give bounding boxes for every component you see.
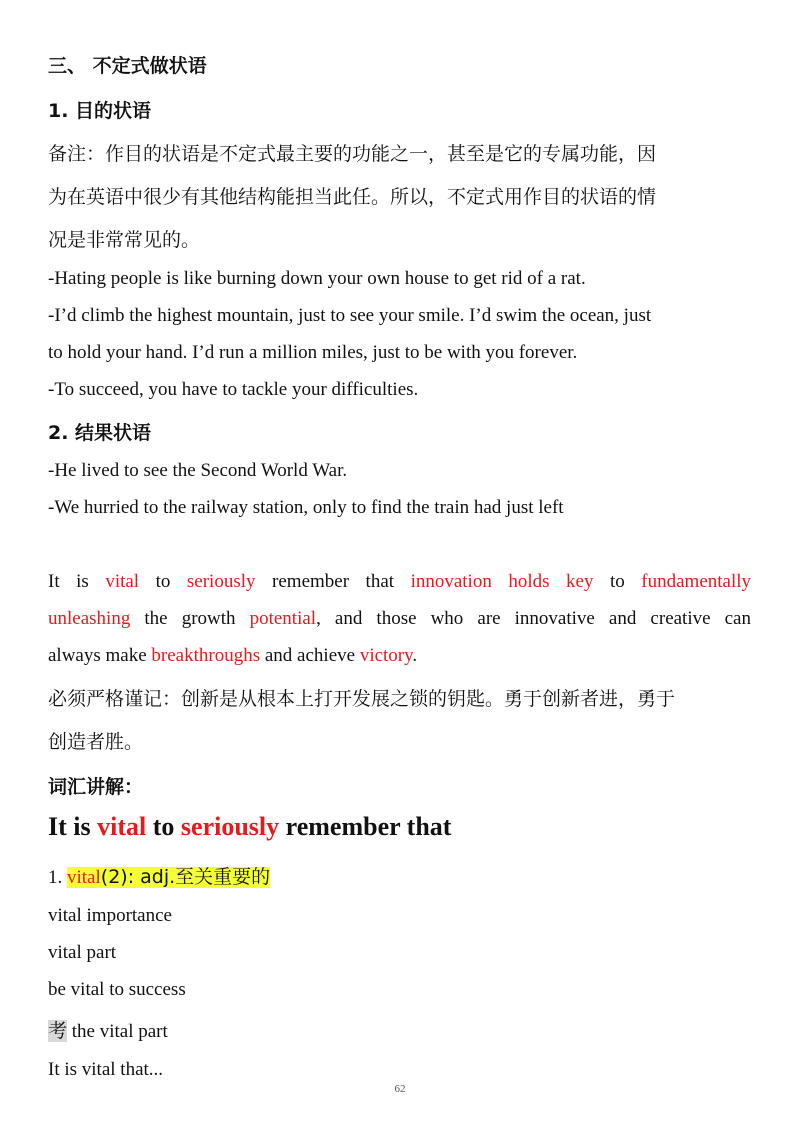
example-sentence: -I’d climb the highest mountain, just to see your smile. I’d swim the ocean, just [48,305,652,326]
quote-line-2: unleashing the growth potential, and those who are innovative and creative can [48,608,751,629]
usage-item: be vital to success [48,979,186,1000]
vocab-phrase: It is vital to seriously remember that [48,812,452,841]
highlight-word: seriously [180,812,280,841]
usage-item: It is vital that... [48,1059,164,1080]
note-line: 况是非常常见的。 [48,229,201,251]
highlight-word: unleashing [48,608,131,629]
vocab-entry: 1. vital(2): adj.至关重要的 [48,866,271,888]
vocab-heading: 词汇讲解： [48,776,144,798]
example-sentence: -We hurried to the railway station, only to find the train had just left [48,497,564,518]
note-line: 为在英语中很少有其他结构能担当此任。所以，不定式用作目的状语的情 [48,186,657,208]
highlight-word: innovation holds key [410,571,594,592]
highlight-word: vital [105,571,140,592]
example-sentence: -To succeed, you have to tackle your difficulties. [48,379,419,400]
translation-line: 必须严格谨记：创新是从根本上打开发展之锁的钥匙。勇于创新者进，勇于 [48,688,676,710]
highlighted-definition: vital(2): adj.至关重要的 [67,866,271,888]
note-line: 备注：作目的状语是不定式最主要的功能之一，甚至是它的专属功能，因 [48,143,657,165]
example-sentence: -Hating people is like burning down your own house to get rid of a rat. [48,268,586,289]
highlight-word: vital [97,812,147,841]
highlight-word: fundamentally [641,571,752,592]
highlight-word: victory [359,645,413,666]
section-title: 三、 不定式做状语 [48,55,207,77]
example-sentence: -He lived to see the Second World War. [48,460,348,481]
quote-line-1: It is vital to seriously remember that innovation holds key to fundamentally [48,571,752,592]
usage-item: vital part [48,942,117,963]
quote-line-3: always make breakthroughs and achieve victory. [48,645,418,666]
subsection-heading-purpose: 1. 目的状语 [48,100,152,122]
subsection-heading-result: 2. 结果状语 [48,422,152,444]
example-sentence: to hold your hand. I’d run a million miles, just to be with you forever. [48,342,578,363]
highlight-word: breakthroughs [151,645,261,666]
usage-item: vital importance [48,905,172,926]
highlight-word: potential [249,608,317,629]
highlight-word: seriously [186,571,256,592]
exam-tag: 考 [48,1020,68,1042]
usage-item-exam: 考 the vital part [48,1020,168,1042]
translation-line: 创造者胜。 [48,731,144,753]
page-number: 62 [394,1083,406,1095]
